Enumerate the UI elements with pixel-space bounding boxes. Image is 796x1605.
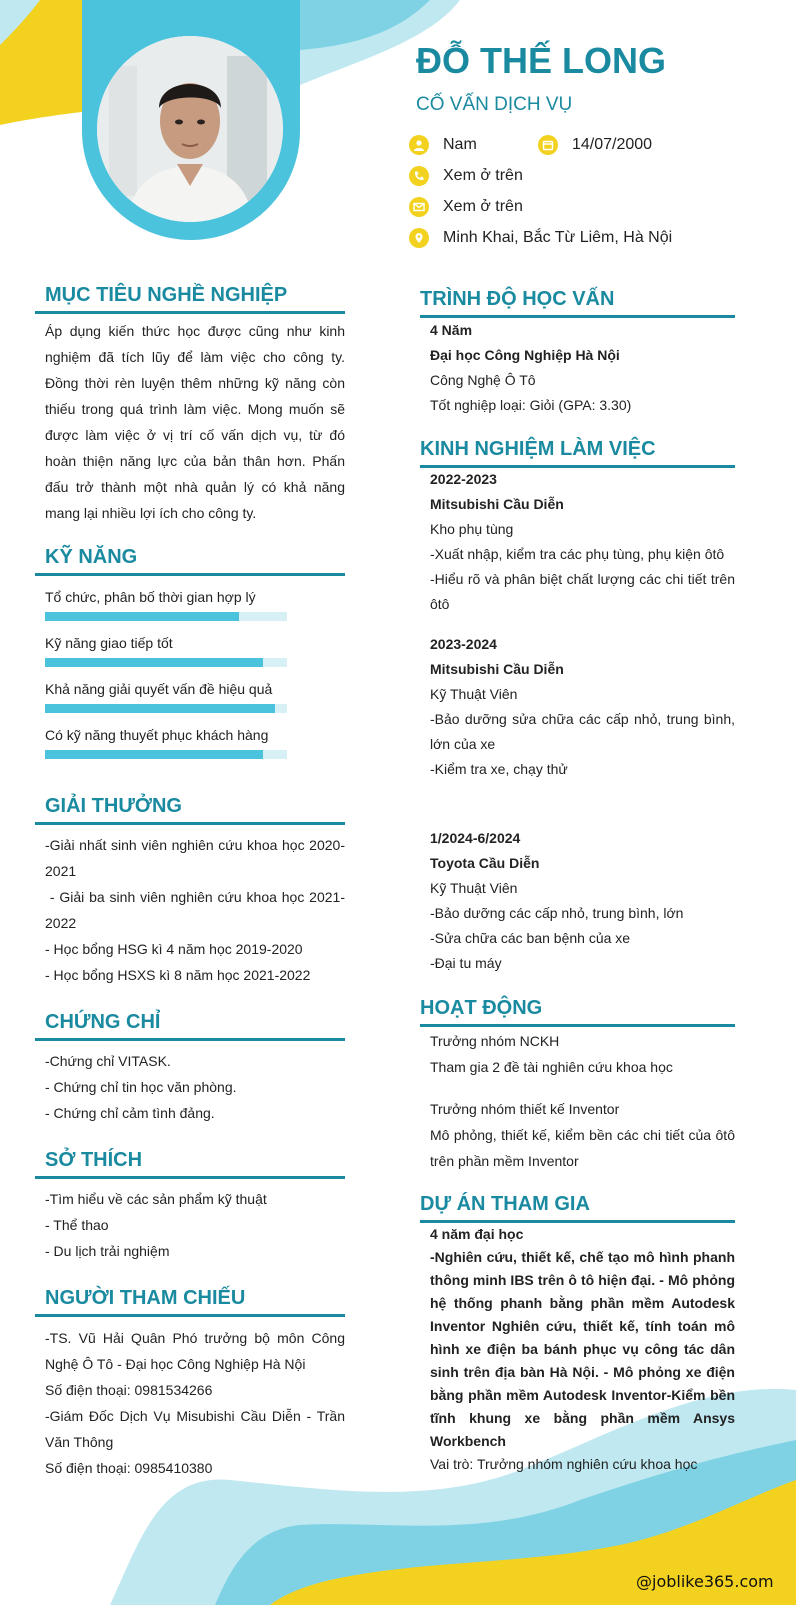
objective-title: MỤC TIÊU NGHỀ NGHIỆP [35, 284, 345, 314]
job-detail: -Bảo dưỡng các cấp nhỏ, trung bình, lớn [430, 905, 684, 921]
phone-icon [409, 166, 429, 186]
email-value: Xem ở trên [443, 198, 523, 215]
awards-list [45, 832, 345, 988]
birthday-value: 14/07/2000 [572, 136, 653, 153]
hobbies-title: SỞ THÍCH [35, 1149, 345, 1179]
project-block [430, 1223, 735, 1476]
education-school: Đại học Công Nghiệp Hà Nội [430, 347, 620, 363]
skill-label: Tổ chức, phân bố thời gian hợp lý [45, 589, 256, 605]
skill-bar [45, 658, 287, 667]
job-position: Kho phụ tùng [430, 521, 514, 537]
skill-bar [45, 750, 287, 759]
projects-title: DỰ ÁN THAM GIA [420, 1193, 735, 1223]
gender-row [409, 135, 477, 155]
experience-job [430, 826, 735, 976]
mail-icon [409, 197, 429, 217]
phone-row [409, 166, 523, 186]
email-row [409, 197, 523, 217]
job-position: Kỹ Thuật Viên [430, 880, 518, 896]
certificate-item: - Chứng chỉ tin học văn phòng. [45, 1079, 237, 1095]
job-detail: -Sửa chữa các ban bệnh của xe [430, 930, 631, 946]
activity-name: Trưởng nhóm NCKH [430, 1033, 560, 1049]
skill-label: Có kỹ năng thuyết phục khách hàng [45, 727, 269, 743]
footer-watermark: @joblike365.com [636, 1572, 774, 1591]
references-list [45, 1325, 345, 1481]
job-period: 1/2024-6/2024 [430, 830, 521, 846]
activity-description: Mô phỏng, thiết kế, kiểm bền các chi tiết của ôtô trên phần mềm Inventor [430, 1127, 735, 1169]
experience-job [430, 467, 735, 617]
job-position: Kỹ Thuật Viên [430, 686, 518, 702]
address-row [409, 228, 672, 248]
skill-bar [45, 704, 287, 713]
candidate-name: ĐỖ THẾ LONG [416, 40, 666, 81]
job-detail: -Kiểm tra xe, chạy thử [430, 761, 568, 777]
education-title: TRÌNH ĐỘ HỌC VẤN [420, 288, 735, 318]
education-duration: 4 Năm [430, 322, 473, 338]
project-duration: 4 năm đại học [430, 1226, 524, 1242]
hobby-item: - Thể thao [45, 1217, 109, 1233]
skill-label: Kỹ năng giao tiếp tốt [45, 635, 173, 651]
education-major: Công Nghệ Ô Tô [430, 372, 536, 388]
skills-title: KỸ NĂNG [35, 546, 345, 576]
birthday-row [538, 135, 652, 155]
activity-name: Trưởng nhóm thiết kế Inventor [430, 1101, 620, 1117]
job-detail: -Đại tu máy [430, 955, 502, 971]
activities-title: HOẠT ĐỘNG [420, 997, 735, 1027]
gender-value: Nam [443, 136, 477, 153]
hobbies-list [45, 1186, 345, 1264]
education-block [430, 318, 735, 418]
job-company: Mitsubishi Cầu Diễn [430, 661, 564, 677]
activity-item [430, 1096, 735, 1174]
location-pin-icon [409, 228, 429, 248]
address-value: Minh Khai, Bắc Từ Liêm, Hà Nội [443, 229, 673, 246]
skill-bar-fill [45, 658, 263, 667]
reference-item: -TS. Vũ Hải Quân Phó trưởng bộ môn Công Nghệ Ô Tô - Đại học Công Nghiệp Hà Nội [45, 1330, 345, 1372]
award-item: - Học bổng HSXS kì 8 năm học 2021-2022 [45, 967, 311, 983]
reference-phone: Số điện thoại: 0985410380 [45, 1460, 213, 1476]
experience-job [430, 632, 735, 782]
certificates-title: CHỨNG CHỈ [35, 1011, 345, 1041]
skill-bar [45, 612, 287, 621]
job-title: CỐ VẤN DỊCH VỤ [416, 94, 573, 115]
award-item: - Giải ba sinh viên nghiên cứu khoa học 2021-2022 [45, 889, 345, 931]
skill-bar-fill [45, 750, 263, 759]
certificates-list [45, 1048, 345, 1126]
phone-value: Xem ở trên [443, 167, 523, 184]
job-period: 2023-2024 [430, 636, 497, 652]
activity-description: Tham gia 2 đề tài nghiên cứu khoa học [430, 1059, 673, 1075]
skill-bar-fill [45, 612, 239, 621]
job-detail: -Bảo dưỡng sửa chữa các cấp nhỏ, trung bình, lớn của xe [430, 711, 735, 752]
user-icon [409, 135, 429, 155]
education-grade: Tốt nghiệp loại: Giỏi (GPA: 3.30) [430, 397, 632, 413]
job-company: Mitsubishi Cầu Diễn [430, 496, 564, 512]
experience-title: KINH NGHIỆM LÀM VIỆC [420, 438, 735, 468]
reference-item: -Giám Đốc Dịch Vụ Misubishi Cầu Diễn - Trần Văn Thông [45, 1408, 345, 1450]
skill-bar-fill [45, 704, 275, 713]
hobby-item: - Du lịch trải nghiệm [45, 1243, 170, 1259]
job-company: Toyota Cầu Diễn [430, 855, 540, 871]
project-role: Vai trò: Trưởng nhóm nghiên cứu khoa học [430, 1456, 698, 1472]
project-description: -Nghiên cứu, thiết kế, chế tạo mô hình phanh thông minh IBS trên ô tô hiện đại. - Mô phỏng hệ thống phanh bằng phần mềm Autodesk Inventor Nghiên cứu, thiết kế, tính toán mô hình xe điện ba bánh phục vụ công tác dân sinh trên địa bàn Hà Nội. - Mô phỏng xe điện bằng phần mềm Autodesk Inventor-Kiểm bền tĩnh khung xe bằng phần mềm Ansys Workbench [430, 1249, 735, 1449]
award-item: -Giải nhất sinh viên nghiên cứu khoa học 2020-2021 [45, 837, 345, 879]
skill-label: Khả năng giải quyết vấn đề hiệu quả [45, 681, 273, 697]
job-detail: -Hiểu rõ và phân biệt chất lượng các chi tiết trên ôtô [430, 571, 735, 612]
calendar-icon [538, 135, 558, 155]
references-title: NGƯỜI THAM CHIẾU [35, 1287, 345, 1317]
job-period: 2022-2023 [430, 471, 497, 487]
certificate-item: - Chứng chỉ cảm tình đảng. [45, 1105, 215, 1121]
job-detail: -Xuất nhập, kiểm tra các phụ tùng, phụ kiện ôtô [430, 546, 725, 562]
award-item: - Học bổng HSG kì 4 năm học 2019-2020 [45, 941, 303, 957]
certificate-item: -Chứng chỉ VITASK. [45, 1053, 171, 1069]
objective-text: Áp dụng kiến thức học được cũng như kinh nghiệm đã tích lũy để làm việc cho công ty. Đồng thời rèn luyện thêm những kỹ năng còn thiếu trong quá trình làm việc. Mong muốn sẽ được làm việc ở vị trí cố vấn dịch vụ, từ đó hoàn thiện năng lực của bản thân hơn. Phấn đấu trở thành một nhà quản lý có khả năng mang lại nhiều lợi ích cho công ty. [45, 323, 345, 521]
activity-item [430, 1028, 735, 1080]
hobby-item: -Tìm hiểu về các sản phẩm kỹ thuật [45, 1191, 267, 1207]
reference-phone: Số điện thoại: 0981534266 [45, 1382, 213, 1398]
profile-photo [97, 36, 283, 222]
awards-title: GIẢI THƯỞNG [35, 795, 345, 825]
